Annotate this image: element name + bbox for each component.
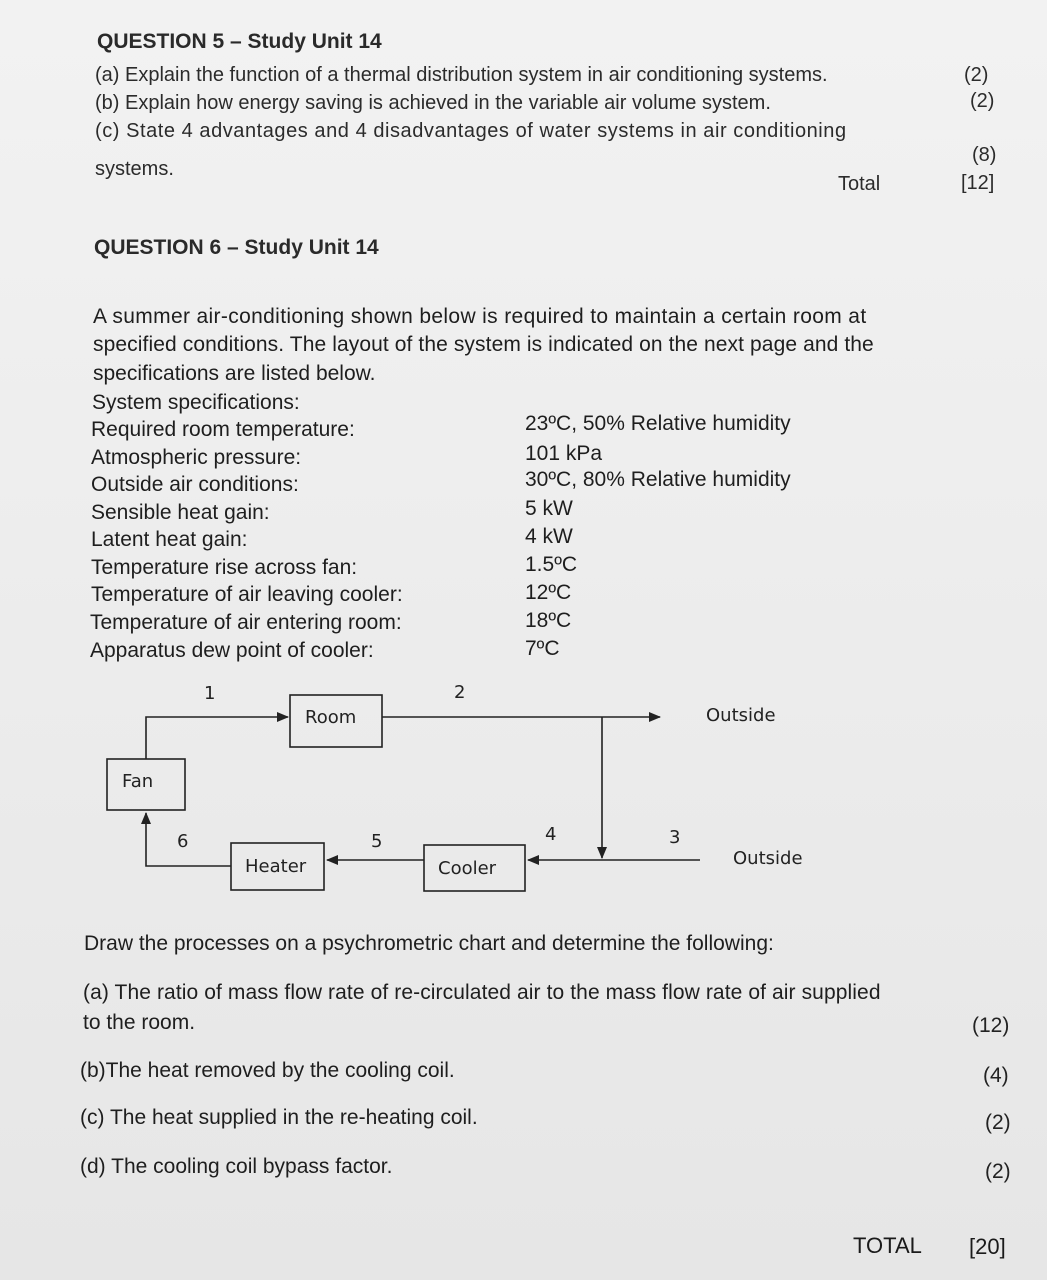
spec-value-sensible-heat: 5 kW bbox=[525, 497, 573, 520]
duct-fan-to-room bbox=[146, 717, 288, 759]
q5-part-c-marks: (8) bbox=[972, 144, 997, 166]
spec-value-atm-pressure: 101 kPa bbox=[525, 442, 603, 465]
room-label: Room bbox=[305, 707, 357, 728]
q6-heading: QUESTION 6 – Study Unit 14 bbox=[94, 236, 379, 259]
q6-part-d-marks: (2) bbox=[985, 1160, 1011, 1183]
state-point-6: 6 bbox=[177, 831, 189, 852]
q6-intro-line3: specifications are listed below. bbox=[93, 362, 376, 385]
q5-total-marks: [12] bbox=[961, 172, 995, 194]
spec-label-latent-heat: Latent heat gain: bbox=[91, 528, 248, 551]
spec-value-latent-heat: 4 kW bbox=[525, 525, 573, 548]
system-layout-diagram bbox=[0, 670, 1047, 900]
spec-value-room-temp: 23ºC, 50% Relative humidity bbox=[525, 412, 791, 435]
q6-total-label: TOTAL bbox=[853, 1233, 922, 1258]
spec-value-dew-point: 7ºC bbox=[525, 637, 560, 660]
spec-label-fan-rise: Temperature rise across fan: bbox=[91, 556, 358, 579]
q5-part-a-marks: (2) bbox=[964, 64, 989, 86]
state-point-2: 2 bbox=[454, 682, 466, 703]
state-point-3: 3 bbox=[669, 827, 681, 848]
spec-label-atm-pressure: Atmospheric pressure: bbox=[91, 446, 302, 469]
cooler-label: Cooler bbox=[438, 858, 497, 879]
q5-total-label: Total bbox=[838, 173, 881, 195]
state-point-5: 5 bbox=[371, 831, 383, 852]
q6-intro-line2: specified conditions. The layout of the system is indicated on the next page and the bbox=[93, 333, 874, 356]
q5-part-a: (a) Explain the function of a thermal distribution system in air conditioning systems. bbox=[95, 64, 828, 86]
state-point-4: 4 bbox=[545, 824, 557, 845]
q6-part-b-marks: (4) bbox=[983, 1064, 1009, 1087]
q6-part-c-marks: (2) bbox=[985, 1111, 1011, 1134]
spec-label-outside-air: Outside air conditions: bbox=[91, 473, 299, 496]
spec-label-room-temp: Required room temperature: bbox=[91, 418, 355, 441]
spec-title: System specifications: bbox=[92, 391, 300, 414]
q6-part-c: (c) The heat supplied in the re-heating coil. bbox=[80, 1106, 478, 1129]
fan-label: Fan bbox=[122, 771, 154, 792]
spec-label-room-entry: Temperature of air entering room: bbox=[90, 611, 402, 634]
q5-part-b: (b) Explain how energy saving is achieved in the variable air volume system. bbox=[95, 92, 771, 114]
q5-heading: QUESTION 5 – Study Unit 14 bbox=[97, 30, 382, 53]
heater-label: Heater bbox=[245, 856, 307, 877]
spec-value-room-entry: 18ºC bbox=[525, 609, 572, 632]
q5-part-c-line1: (c) State 4 advantages and 4 disadvantages of water systems in air conditioning bbox=[95, 120, 847, 142]
state-point-1: 1 bbox=[204, 683, 216, 704]
q5-part-b-marks: (2) bbox=[970, 90, 995, 112]
q6-part-a-line1: (a) The ratio of mass flow rate of re-circulated air to the mass flow rate of air supplied bbox=[83, 981, 881, 1004]
outside-bottom-label: Outside bbox=[733, 848, 803, 869]
q6-part-b: (b)The heat removed by the cooling coil. bbox=[80, 1059, 455, 1082]
spec-value-fan-rise: 1.5ºC bbox=[525, 553, 578, 576]
spec-label-dew-point: Apparatus dew point of cooler: bbox=[90, 639, 374, 662]
q5-part-c-line2: systems. bbox=[95, 158, 174, 180]
q6-part-a-marks: (12) bbox=[972, 1014, 1010, 1037]
q6-instruction: Draw the processes on a psychrometric chart and determine the following: bbox=[84, 932, 774, 955]
spec-value-cooler-exit: 12ºC bbox=[525, 581, 572, 604]
q6-total-marks: [20] bbox=[969, 1234, 1006, 1259]
duct-heater-to-fan bbox=[146, 813, 231, 866]
q6-intro-line1: A summer air-conditioning shown below is required to maintain a certain room at bbox=[93, 305, 867, 328]
spec-label-cooler-exit: Temperature of air leaving cooler: bbox=[91, 583, 403, 606]
spec-label-sensible-heat: Sensible heat gain: bbox=[91, 501, 270, 524]
q6-part-d: (d) The cooling coil bypass factor. bbox=[80, 1155, 393, 1178]
q6-part-a-line2: to the room. bbox=[83, 1011, 196, 1034]
spec-value-outside-air: 30ºC, 80% Relative humidity bbox=[525, 468, 791, 491]
outside-top-label: Outside bbox=[706, 705, 776, 726]
